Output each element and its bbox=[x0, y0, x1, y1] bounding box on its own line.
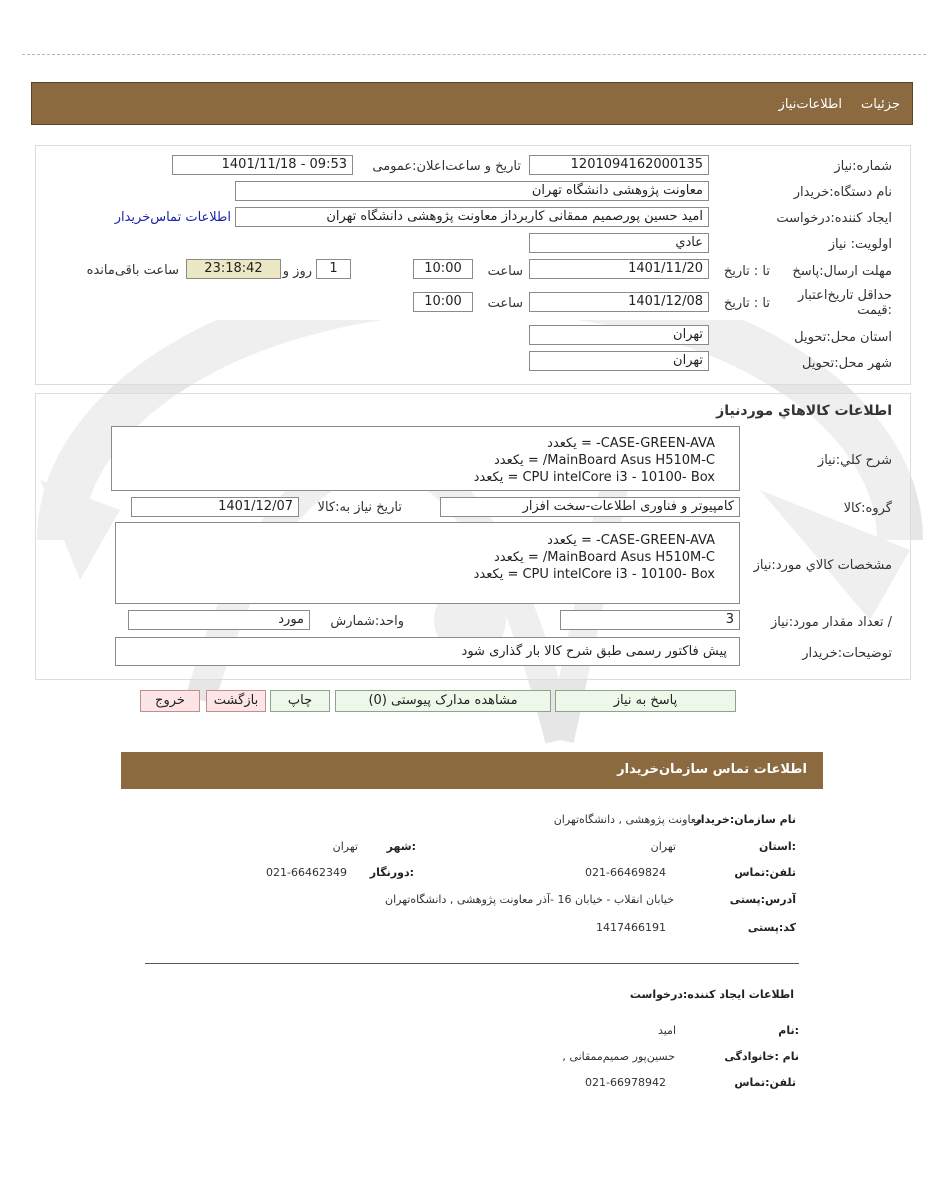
creator-family-value: حسین‌پور صمیم‌ممقانی , bbox=[562, 1050, 675, 1063]
countdown-timer: 23:18:42 bbox=[186, 259, 281, 279]
price-validity-label: حداقل تاریخ‌اعتبار :قیمت bbox=[798, 288, 892, 318]
goods-group-label: گروه:کالا bbox=[843, 501, 892, 516]
creator-phone-value: 021-66978942 bbox=[585, 1076, 666, 1089]
announce-date-field: 1401/11/18 - 09:53 bbox=[172, 155, 353, 175]
goods-group-field: کامپیوتر و فناوری اطلاعات-سخت افزار bbox=[440, 497, 740, 517]
remaining-time-label: ساعت باقی‌مانده bbox=[86, 263, 179, 278]
creator-label: ایجاد کننده:درخواست bbox=[776, 211, 892, 226]
contact-phone-label: تلفن:تماس bbox=[734, 866, 796, 879]
specs-line: CPU intelCore i3 - 10100- Box = یکعدد bbox=[473, 567, 715, 582]
view-attachments-button[interactable]: مشاهده مدارک پیوستی (0) bbox=[335, 690, 551, 712]
creator-family-label: نام :خانوادگی bbox=[724, 1050, 799, 1063]
unit-field: مورد bbox=[128, 610, 310, 630]
general-desc-line: CPU intelCore i3 - 10100- Box = یکعدد bbox=[473, 470, 715, 485]
creator-name-label: :نام bbox=[778, 1024, 799, 1037]
fax-value: 021-66462349 bbox=[266, 866, 347, 879]
postal-code-label: کد:پستی bbox=[747, 921, 796, 934]
buyer-org-field: معاونت پژوهشی دانشگاه تهران bbox=[235, 181, 709, 201]
buyer-notes-field: پیش فاکتور رسمی طبق شرح کالا بار گذاری شود bbox=[115, 637, 740, 666]
province-field: تهران bbox=[529, 325, 709, 345]
reply-time-field: 10:00 bbox=[413, 259, 473, 279]
buyer-contact-link[interactable]: اطلاعات تماس‌خریدار bbox=[114, 210, 231, 225]
general-desc-line: CASE-GREEN-AVA- = یکعدد bbox=[547, 436, 715, 451]
contact-province-value: تهران bbox=[650, 840, 676, 853]
details-header-bar bbox=[31, 82, 913, 125]
priority-field: عادي bbox=[529, 233, 709, 253]
goods-section-title: اطلاعات کالاهاي موردنياز bbox=[716, 403, 892, 419]
need-number-label: شماره:نیاز bbox=[834, 159, 892, 174]
specs-box bbox=[115, 522, 740, 604]
price-validity-date-field: 1401/12/08 bbox=[529, 292, 709, 312]
price-validity-time-field: 10:00 bbox=[413, 292, 473, 312]
contact-province-label: :استان bbox=[759, 840, 796, 853]
need-date-label: تاریخ نیاز به:کالا bbox=[317, 500, 402, 515]
buyer-contact-header bbox=[121, 752, 823, 789]
reply-to-date-label: تا : تاریخ bbox=[723, 264, 770, 279]
quantity-label: / تعداد مقدار مورد:نیاز bbox=[770, 615, 892, 630]
specs-line: MainBoard Asus H510M-C/ = یکعدد bbox=[494, 550, 715, 565]
contact-city-value: تهران bbox=[332, 840, 358, 853]
creator-name-value: امید bbox=[657, 1024, 676, 1037]
org-name-value: معاونت پژوهشی , دانشگاه‌تهران bbox=[553, 813, 702, 826]
exit-button[interactable]: خروج bbox=[140, 690, 200, 712]
creator-info-title: اطلاعات ایجاد کننده:درخواست bbox=[629, 988, 794, 1001]
back-button[interactable]: بازگشت bbox=[206, 690, 266, 712]
org-name-label: نام سازمان:خریدار bbox=[694, 813, 796, 826]
need-info-tab[interactable]: اطلاعات‌نیاز bbox=[778, 97, 842, 112]
fax-label: :دورنگار bbox=[369, 866, 414, 879]
need-number-field: 1201094162000135 bbox=[529, 155, 709, 175]
reply-date-field: 1401/11/20 bbox=[529, 259, 709, 279]
reply-deadline-label: مهلت ارسال:پاسخ bbox=[792, 264, 892, 279]
specs-line: CASE-GREEN-AVA- = یکعدد bbox=[547, 533, 715, 548]
contact-city-label: :شهر bbox=[386, 840, 416, 853]
buyer-contact-title: اطلاعات تماس سازمان‌خریدار bbox=[617, 762, 807, 777]
specs-label: مشخصات کالاي مورد:نياز bbox=[753, 558, 892, 573]
unit-label: واحد:شمارش bbox=[330, 614, 404, 629]
creator-field: امید حسین پورصمیم ممقانی کاربرداز معاونت پژوهشی دانشگاه تهران bbox=[235, 207, 709, 227]
city-label: شهر محل:تحویل bbox=[802, 356, 892, 371]
print-button[interactable]: چاپ bbox=[270, 690, 330, 712]
address-label: آدرس:پستی bbox=[729, 893, 796, 906]
reply-time-label: ساعت bbox=[487, 264, 523, 279]
general-desc-line: MainBoard Asus H510M-C/ = یکعدد bbox=[494, 453, 715, 468]
priority-label: اولویت: نیاز bbox=[828, 237, 892, 252]
creator-phone-label: تلفن:تماس bbox=[734, 1076, 796, 1089]
buyer-notes-label: توضیحات:خریدار bbox=[802, 646, 892, 661]
quantity-field: 3 bbox=[560, 610, 740, 630]
address-value: خیابان انقلاب - خیابان 16 -آذر معاونت پژوهشی , دانشگاه‌تهران bbox=[384, 893, 674, 906]
announce-date-label: تاریخ و ساعت‌اعلان:عمومی bbox=[372, 159, 521, 174]
days-label: روز و bbox=[282, 264, 312, 279]
reply-button[interactable]: پاسخ به نیاز bbox=[555, 690, 736, 712]
general-desc-box bbox=[111, 426, 740, 491]
contact-phone-value: 021-66469824 bbox=[585, 866, 666, 879]
details-tab[interactable]: جزئیات bbox=[861, 97, 900, 112]
top-divider bbox=[22, 54, 926, 55]
need-date-field: 1401/12/07 bbox=[131, 497, 299, 517]
city-field: تهران bbox=[529, 351, 709, 371]
contact-divider bbox=[145, 963, 799, 964]
postal-code-value: 1417466191 bbox=[596, 921, 666, 934]
buyer-org-label: نام دستگاه:خریدار bbox=[793, 185, 892, 200]
general-desc-label: شرح کلي:نياز bbox=[817, 453, 892, 468]
price-to-date-label: تا : تاریخ bbox=[723, 296, 770, 311]
days-left-field: 1 bbox=[316, 259, 351, 279]
province-label: استان محل:تحویل bbox=[794, 330, 892, 345]
price-time-label: ساعت bbox=[487, 296, 523, 311]
